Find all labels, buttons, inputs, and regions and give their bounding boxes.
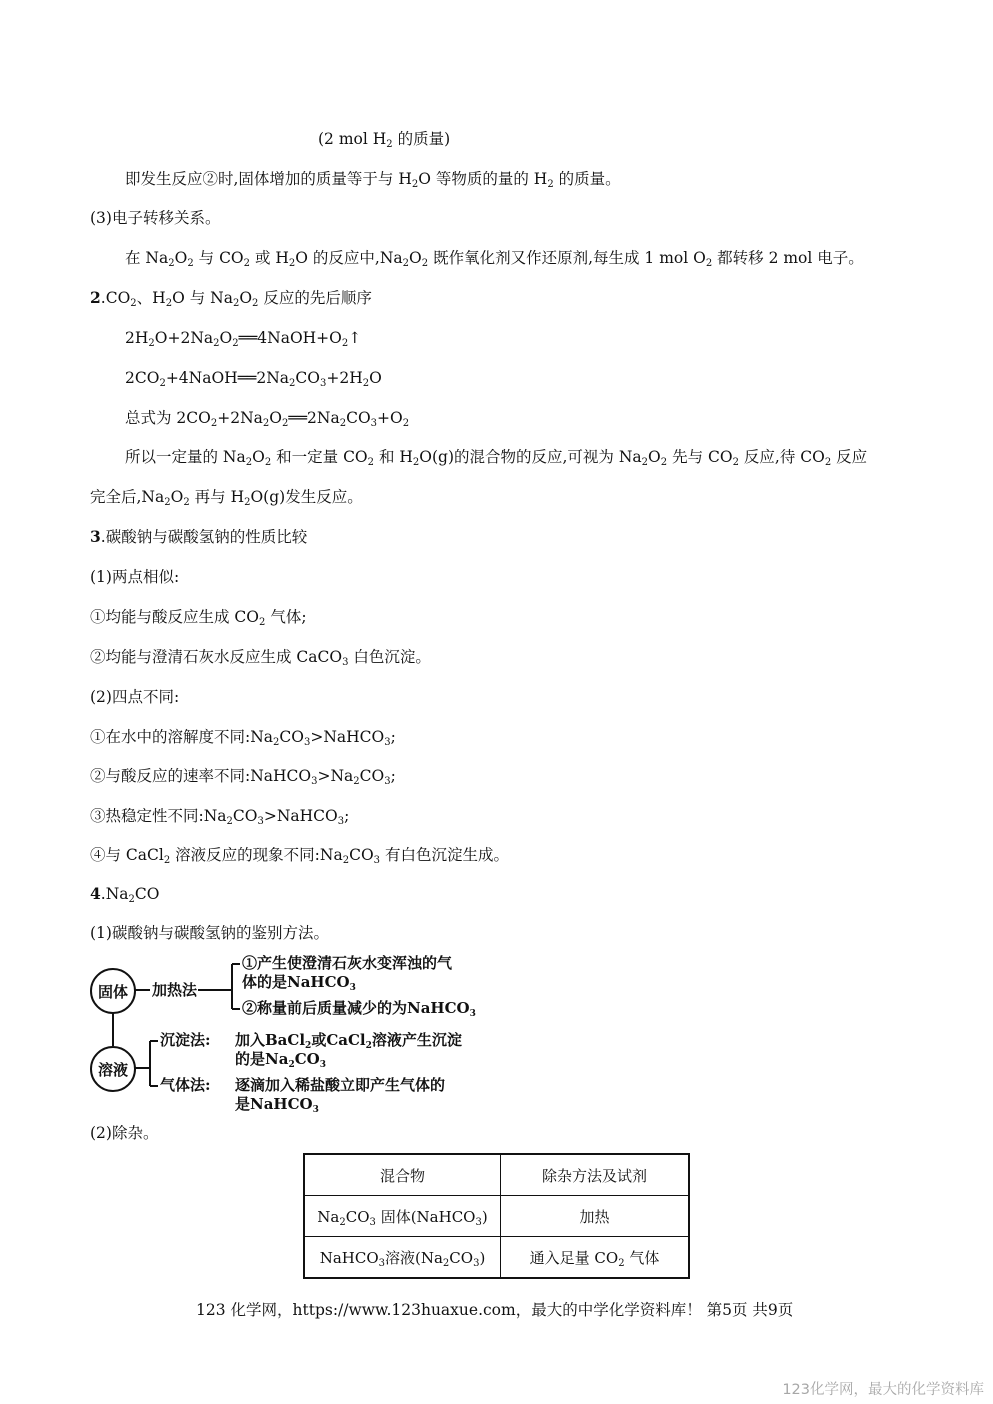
section-heading: 3.碳酸钠与碳酸氢钠的性质比较 xyxy=(90,527,308,546)
text-line: ④与 CaCl$_2$ 溶液反应的现象不同$:Na_2CO_3$ 有白色沉淀生成。 xyxy=(90,846,509,866)
text-line: (2 mol $H_2$ 的质量) xyxy=(318,130,451,150)
text-line: (2)四点不同: xyxy=(90,688,180,706)
precipitation-detail-cont: 的是$Na_2CO_3$ xyxy=(235,1050,326,1070)
equation: 总式为 $2CO_2+2Na_2O_2══2Na_2CO_3+O_2$ xyxy=(125,409,410,429)
text-line: ①在水中的溶解度不同$:Na_2CO_3>NaHCO_3$; xyxy=(90,728,396,748)
precipitation-method-label: 沉淀法: xyxy=(160,1031,211,1049)
table-row xyxy=(304,1196,689,1237)
section-heading: $2.CO_2$、$H_2O$ 与 $Na_2O_2$ 反应的先后顺序 xyxy=(90,288,372,309)
text-line: ②均能与澄清石灰水反应生成 CaCO$_3$ 白色沉淀。 xyxy=(90,648,431,668)
gas-detail: 逐滴加入稀盐酸立即产生气体的 xyxy=(235,1076,446,1094)
purification-table xyxy=(303,1153,690,1279)
text-line: (1)碳酸钠与碳酸氢钠的鉴别方法。 xyxy=(90,924,329,942)
heating-point-2: ②称量前后质量减少的为NaHCO$_3$ xyxy=(242,999,476,1019)
text-line: 完全后$,Na_2O_2$ 再与 $H_2O(g)$发生反应。 xyxy=(90,488,363,508)
identification-diagram xyxy=(90,950,490,1120)
table-cell: 加热 xyxy=(501,1196,690,1237)
equation: $2H_2O+2Na_2O_2══4NaOH+O_2↑$ xyxy=(125,329,362,349)
heating-point-1-cont: 体的是NaHCO$_3$ xyxy=(242,973,356,993)
text-line: ③热稳定性不同$:Na_2CO_3>NaHCO_3$; xyxy=(90,807,350,827)
text-line: (1)两点相似: xyxy=(90,568,180,586)
heating-point-1: ①产生使澄清石灰水变浑浊的气 xyxy=(242,954,453,972)
table-row xyxy=(304,1237,689,1279)
text-line: (2)除杂。 xyxy=(90,1124,159,1142)
table-header-cell: 混合物 xyxy=(304,1154,501,1196)
text-line: ②与酸反应的速率不同$:NaHCO_3>Na_2CO_3$; xyxy=(90,767,396,787)
precipitation-detail: 加入BaCl$_2$或CaCl$_2$溶液产生沉淀 xyxy=(235,1031,462,1051)
text-line: 所以一定量的 $Na_2O_2$ 和一定量 $CO_2$ 和 $H_2O(g)$的混合物的反应,可视为 $Na_2O_2$ 先与 $CO_2$ 反应,待 $CO_2$ 反应 xyxy=(125,448,868,468)
table-cell: 通入足量 $CO_2$ 气体 xyxy=(501,1237,690,1279)
heating-method-label: 加热法 xyxy=(152,981,198,999)
text-line: 即发生反应②时,固体增加的质量等于与 $H_2O$ 等物质的量的 $H_2$ 的质量。 xyxy=(125,170,621,190)
text-line: 在 $Na_2O_2$ 与 $CO_2$ 或 $H_2O$ 的反应中$,Na_2O_2$ 既作氧化剂又作还原剂,每生成 1 mol $O_2$ 都转移 2 mol 电子。 xyxy=(125,249,864,269)
table-cell: $Na_2CO_3$ 固体(NaHCO$_3$) xyxy=(304,1196,501,1237)
table-cell: NaHCO$_3$溶液$(Na_2CO_3)$ xyxy=(304,1237,501,1279)
page-footer: 123 化学网，https://www.123huaxue.com，最大的中学化学资料库！ 第5页 共9页 xyxy=(196,1301,794,1319)
table-header-row xyxy=(304,1154,689,1196)
section-heading: $4.Na_2CO$ xyxy=(90,884,160,905)
gas-method-label: 气体法: xyxy=(160,1076,211,1094)
section-heading: (3)电子转移关系。 xyxy=(90,209,221,227)
table-header-cell: 除杂方法及试剂 xyxy=(501,1154,690,1196)
solution-node: 溶液 xyxy=(90,1046,136,1092)
gas-detail-cont: 是NaHCO$_3$ xyxy=(235,1095,319,1115)
equation: $2CO_2+4NaOH══2Na_2CO_3+2H_2O$ xyxy=(125,369,382,389)
solid-node: 固体 xyxy=(90,968,136,1014)
text-line: ①均能与酸反应生成 $CO_2$ 气体; xyxy=(90,608,307,628)
watermark: 123化学网，最大的化学资料库 xyxy=(782,1382,984,1398)
